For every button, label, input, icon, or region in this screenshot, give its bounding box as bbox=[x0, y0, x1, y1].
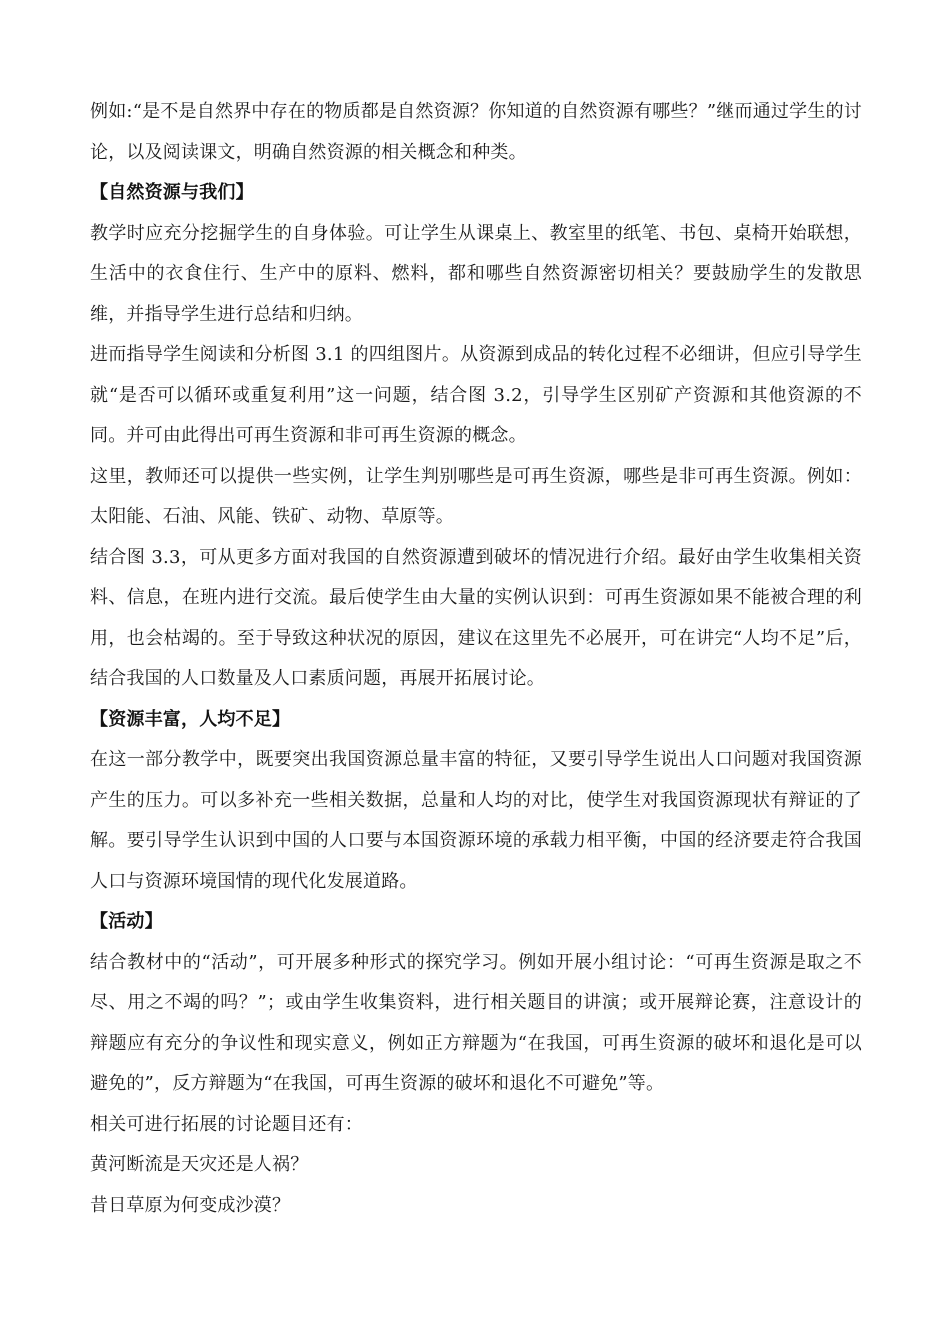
paragraph-activity: 结合教材中的“活动”，可开展多种形式的探究学习。例如开展小组讨论：“可再生资源是取之不尽、用之不竭的吗？”；或由学生收集资料，进行相关题目的讲演；或开展辩论赛，注意设计的辩题应有充分的争议性和现实意义，例如正方辩题为“在我国，可再生资源的破坏和退化是可以避免的”，反方辩题为“在我国，可再生资源的破坏和退化不可避免”等。 bbox=[90, 951, 862, 1094]
section-heading-activity: 【活动】 bbox=[90, 911, 163, 932]
document-body bbox=[90, 92, 862, 1226]
intro-paragraph: 例如:“是不是自然界中存在的物质都是自然资源？你知道的自然资源有哪些？”继而通过学生的讨论，以及阅读课文，明确自然资源的相关概念和种类。 bbox=[90, 101, 862, 163]
paragraph-extension-topics: 相关可进行拓展的讨论题目还有： bbox=[90, 1113, 363, 1135]
paragraph-population-pressure: 在这一部分教学中，既要突出我国资源总量丰富的特征，又要引导学生说出人口问题对我国资源产生的压力。可以多补充一些相关数据，总量和人均的对比，使学生对我国资源现状有辩证的了解。要引导学生认识到中国的人口要与本国资源环境的承载力相平衡，中国的经济要走符合我国人口与资源环境国情的现代化发展道路。 bbox=[90, 749, 862, 892]
list-item-grassland-desert: 昔日草原为何变成沙漠？ bbox=[90, 1194, 291, 1216]
list-item-yellow-river: 黄河断流是天灾还是人祸？ bbox=[90, 1154, 309, 1175]
paragraph-student-experience: 教学时应充分挖掘学生的自身体验。可让学生从课桌上、教室里的纸笔、书包、桌椅开始联想，生活中的衣食住行、生产中的原料、燃料，都和哪些自然资源密切相关？要鼓励学生的发散思维，并指导学生进行总结和归纳。 bbox=[90, 222, 862, 325]
section-heading-resources-and-us: 【自然资源与我们】 bbox=[90, 182, 254, 203]
paragraph-examples: 这里，教师还可以提供一些实例，让学生判别哪些是可再生资源，哪些是非可再生资源。例如：太阳能、石油、风能、铁矿、动物、草原等。 bbox=[90, 465, 862, 527]
section-heading-rich-resources: 【资源丰富，人均不足】 bbox=[90, 708, 291, 730]
paragraph-resource-damage: 结合图 3.3，可从更多方面对我国的自然资源遭到破坏的情况进行介绍。最好由学生收集相关资料、信息，在班内进行交流。最后使学生由大量的实例认识到：可再生资源如果不能被合理的利用，也会枯竭的。至于导致这种状况的原因，建议在这里先不必展开，可在讲完“人均不足”后，结合我国的人口数量及人口素质问题，再展开拓展讨论。 bbox=[90, 546, 862, 689]
paragraph-figure-analysis: 进而指导学生阅读和分析图 3.1 的四组图片。从资源到成品的转化过程不必细讲，但应引导学生就“是否可以循环或重复利用”这一问题，结合图 3.2，引导学生区别矿产资源和其他资源的不同。并可由此得出可再生资源和非可再生资源的概念。 bbox=[90, 344, 862, 446]
